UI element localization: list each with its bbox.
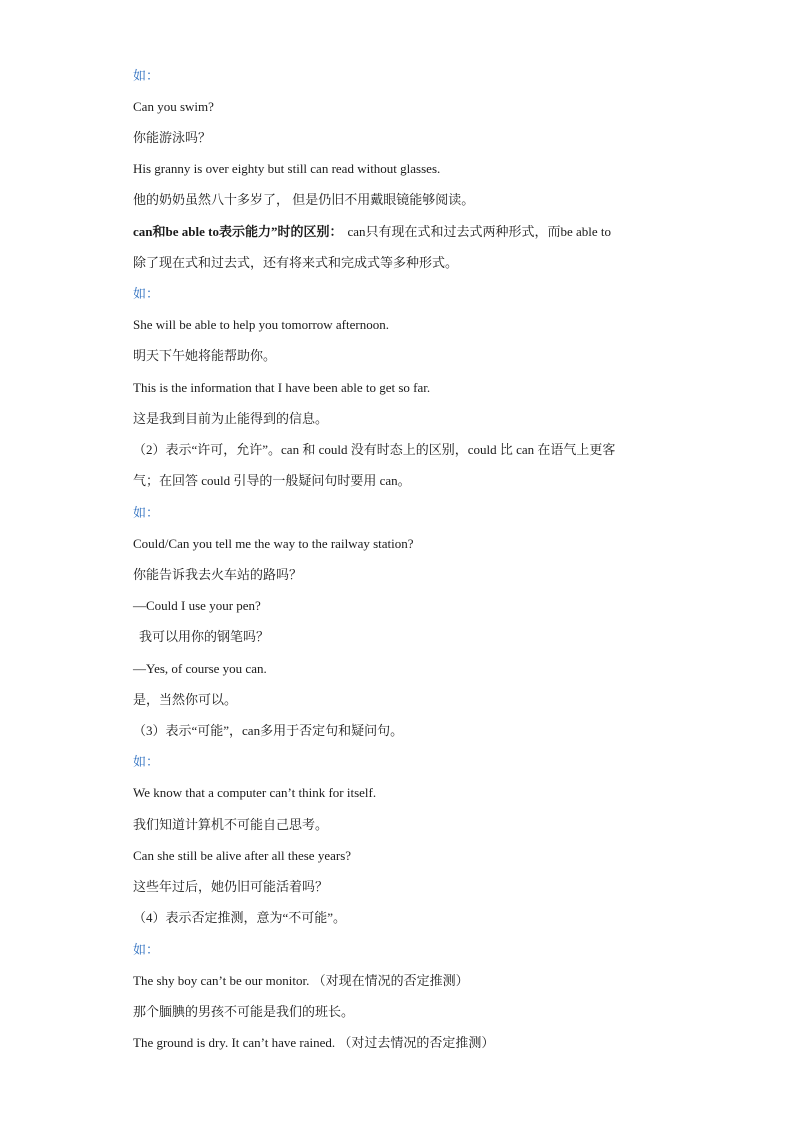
comparison-paragraph-line: 除了现在式和过去式，还有将来式和完成式等多种形式。 xyxy=(133,255,459,270)
section-paragraph-line: （2）表示“许可，允许”。can 和 could 没有时态上的区别，could 比 can 在语气上更客 xyxy=(133,442,616,457)
example-label: 如： xyxy=(133,68,160,83)
example-label: 如： xyxy=(133,754,160,769)
example-label: 如： xyxy=(133,942,160,957)
comparison-paragraph-line xyxy=(133,223,611,241)
section-heading: （3）表示“可能”，can多用于否定句和疑问句。 xyxy=(133,723,404,738)
section-heading: （4）表示否定推测，意为“不可能”。 xyxy=(133,910,347,925)
example-label: 如： xyxy=(133,505,160,520)
dialogue-line-en: —Yes, of course you can. xyxy=(133,661,267,676)
example-translation-zh: 明天下午她将能帮助你。 xyxy=(133,348,277,363)
example-sentence-en: Can she still be alive after all these years? xyxy=(133,848,352,863)
example-sentence-en: The ground is dry. It can’t have rained. （对过去情况的否定推测） xyxy=(133,1035,495,1050)
example-translation-zh: 他的奶奶虽然八十多岁了， 但是仍旧不用戴眼镜能够阅读。 xyxy=(133,192,475,207)
example-translation-zh: 你能游泳吗？ xyxy=(133,130,212,145)
example-sentence-en: The shy boy can’t be our monitor. （对现在情况的否定推测） xyxy=(133,973,469,988)
example-translation-zh: 这是我到目前为止能得到的信息。 xyxy=(133,411,329,426)
comparison-heading: can和be able to表示能力”时的区别： xyxy=(133,224,343,239)
dialogue-line-en: —Could I use your pen? xyxy=(133,598,261,613)
example-label: 如： xyxy=(133,286,160,301)
example-translation-zh: 这些年过后，她仍旧可能活着吗？ xyxy=(133,879,329,894)
example-sentence-en: She will be able to help you tomorrow afternoon. xyxy=(133,317,389,332)
section-paragraph-line: 气；在回答 could 引导的一般疑问句时要用 can。 xyxy=(133,473,411,488)
example-sentence-en: His granny is over eighty but still can read without glasses. xyxy=(133,161,441,176)
example-sentence-en: Could/Can you tell me the way to the railway station? xyxy=(133,536,414,551)
example-translation-zh: 我们知道计算机不可能自己思考。 xyxy=(133,817,329,832)
example-sentence-en: We know that a computer can’t think for itself. xyxy=(133,785,377,800)
example-translation-zh: 那个腼腆的男孩不可能是我们的班长。 xyxy=(133,1004,355,1019)
example-sentence-en: This is the information that I have been able to get so far. xyxy=(133,380,431,395)
example-translation-zh: 你能告诉我去火车站的路吗？ xyxy=(133,567,303,582)
dialogue-translation-zh: 我可以用你的钢笔吗？ xyxy=(139,629,270,644)
comparison-text: can只有现在式和过去式两种形式，而be able to xyxy=(347,224,612,239)
dialogue-translation-zh: 是，当然你可以。 xyxy=(133,692,238,707)
example-sentence-en: Can you swim? xyxy=(133,99,214,114)
